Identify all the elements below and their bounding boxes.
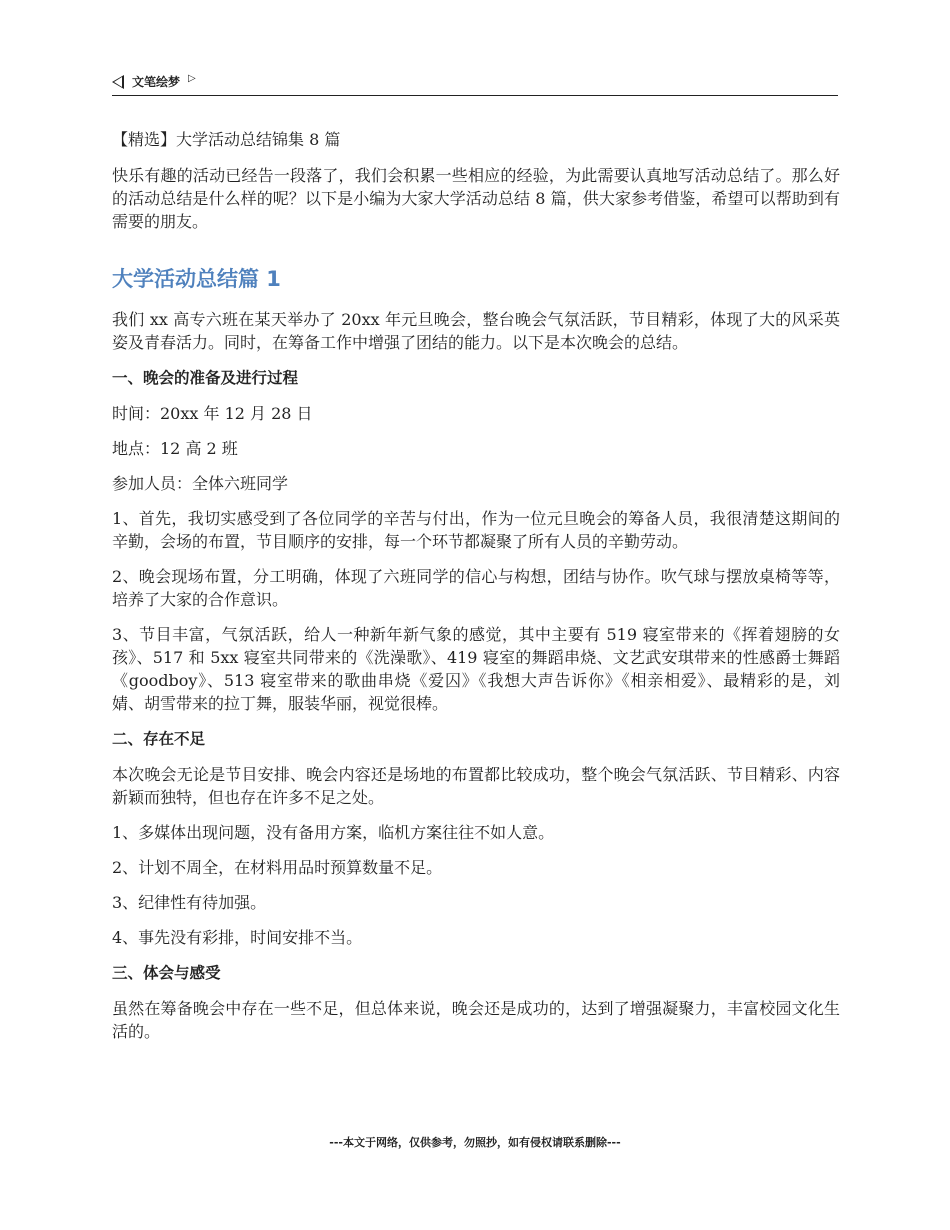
attendees-line: 参加人员：全体六班同学 xyxy=(112,474,289,493)
list-item: 1、首先，我切实感受到了各位同学的辛苦与付出，作为一位元旦晚会的筹备人员，我很清楚这期间的辛勤，会场的布置，节目顺序的安排，每一个环节都凝聚了所有人员的辛勤劳动。 xyxy=(112,509,840,551)
list-item: 2、计划不周全，在材料用品时预算数量不足。 xyxy=(112,858,443,877)
triangle-left-icon xyxy=(112,75,124,89)
document-title: 【精选】大学活动总结锦集 8 篇 xyxy=(112,130,341,149)
list-item: 2、晚会现场布置，分工明确，体现了六班同学的信心与构想，团结与协作。吹气球与摆放桌椅等等，培养了大家的合作意识。 xyxy=(112,567,840,609)
subheading-reflections: 三、体会与感受 xyxy=(112,964,221,982)
page-footer: ---本文于网络，仅供参考，勿照抄，如有侵权请联系删除--- xyxy=(329,1136,621,1149)
list-item: 3、节目丰富，气氛活跃，给人一种新年新气象的感觉，其中主要有 519 寝室带来的《挥着翅膀的女孩》、517 和 5xx 寝室共同带来的《洗澡歌》、419 寝室的舞蹈串烧、文艺武安琪带来的性感爵士舞蹈《goodboy》、513 寝室带来的歌曲串烧《爱囚》《我想大声告诉你》《相亲相爱》、最精彩的是，刘婧、胡雪带来的拉丁舞，服装华丽，视觉很棒。 xyxy=(112,625,840,713)
intro-paragraph: 快乐有趣的活动已经告一段落了，我们会积累一些相应的经验，为此需要认真地写活动总结了。那么好的活动总结是什么样的呢？以下是小编为大家大学活动总结 8 篇，供大家参考借鉴，希望可以帮助到有需要的朋友。 xyxy=(112,166,840,231)
triangle-right-icon: ▷ xyxy=(188,72,196,84)
shortcomings-intro: 本次晚会无论是节目安排、晚会内容还是场地的布置都比较成功，整个晚会气氛活跃、节目精彩、内容新颖而独特，但也存在许多不足之处。 xyxy=(112,765,840,807)
opening-paragraph: 我们 xx 高专六班在某天举办了 20xx 年元旦晚会，整台晚会气氛活跃，节目精彩，体现了大的风采英姿及青春活力。同时，在筹备工作中增强了团结的能力。以下是本次晚会的总结。 xyxy=(112,310,840,352)
section-heading: 大学活动总结篇 1 xyxy=(112,267,281,291)
page-header xyxy=(112,68,838,96)
time-line: 时间：20xx 年 12 月 28 日 xyxy=(112,404,313,423)
subheading-shortcomings: 二、存在不足 xyxy=(112,730,206,748)
document-body xyxy=(112,128,840,1055)
list-item: 3、纪律性有待加强。 xyxy=(112,893,267,912)
place-line: 地点：12 高 2 班 xyxy=(112,439,238,458)
list-item: 4、事先没有彩排，时间安排不当。 xyxy=(112,928,363,947)
reflections-paragraph: 虽然在筹备晚会中存在一些不足，但总体来说，晚会还是成功的，达到了增强凝聚力，丰富校园文化生活的。 xyxy=(112,999,840,1041)
list-item: 1、多媒体出现问题，没有备用方案，临机方案往往不如人意。 xyxy=(112,823,555,842)
header-brand: 文笔绘梦 xyxy=(132,75,181,89)
subheading-preparation: 一、晚会的准备及进行过程 xyxy=(112,369,299,387)
